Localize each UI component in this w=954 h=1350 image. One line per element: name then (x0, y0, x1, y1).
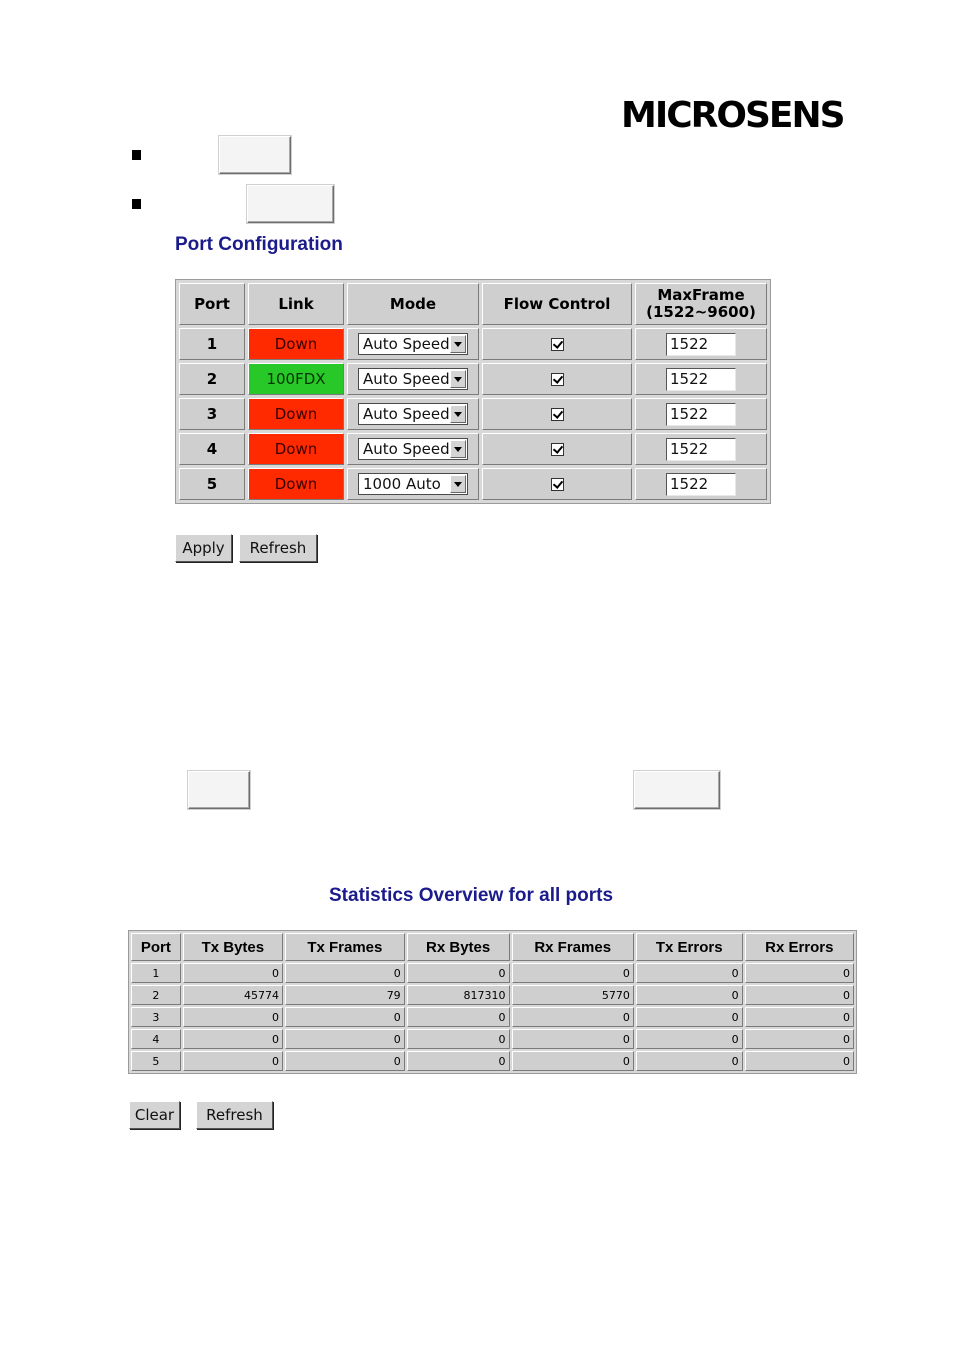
maxframe-cell (635, 468, 767, 500)
port-config-title: Port Configuration (175, 234, 343, 255)
flow-control-cell (482, 433, 632, 465)
stats-cell-tx-bytes: 0 (183, 1029, 283, 1049)
maxframe-input[interactable]: 1522 (666, 333, 736, 356)
port-number: 2 (179, 363, 245, 395)
stats-cell-rx-bytes: 0 (407, 1007, 510, 1027)
stats-header-port: Port (131, 933, 181, 961)
stats-cell-rx-frames: 5770 (512, 985, 634, 1005)
stats-cell-tx-bytes: 0 (183, 1051, 283, 1071)
maxframe-header-line1: MaxFrame (657, 286, 745, 304)
link-status: Down (248, 433, 344, 465)
stats-cell-tx-errors: 0 (636, 1007, 743, 1027)
mode-select-value: 1000 Auto (363, 475, 441, 493)
flow-control-checkbox[interactable] (551, 408, 564, 421)
table-row (131, 963, 854, 983)
mode-select[interactable] (358, 438, 468, 460)
port-config-refresh-button[interactable]: Refresh (239, 534, 317, 562)
blank-button-3[interactable] (188, 771, 250, 809)
stats-header-tx-bytes: Tx Bytes (183, 933, 283, 961)
stats-cell-tx-errors: 0 (636, 1051, 743, 1071)
statistics-title: Statistics Overview for all ports (329, 885, 614, 906)
chevron-down-icon[interactable] (450, 475, 466, 493)
flow-control-cell (482, 398, 632, 430)
blank-button-4[interactable] (634, 771, 720, 809)
stats-cell-tx-bytes: 0 (183, 963, 283, 983)
statistics-table (128, 930, 857, 1074)
apply-button[interactable]: Apply (175, 534, 232, 562)
stats-cell-rx-frames: 0 (512, 1029, 634, 1049)
mode-select[interactable] (358, 333, 468, 355)
bullet-1 (132, 150, 141, 160)
mode-select-value: Auto Speed (363, 335, 450, 353)
stats-cell-rx-bytes: 0 (407, 963, 510, 983)
statistics-refresh-button[interactable]: Refresh (196, 1101, 273, 1129)
blank-button-2[interactable] (247, 185, 334, 223)
stats-cell-rx-errors: 0 (745, 1029, 854, 1049)
flow-control-cell (482, 328, 632, 360)
stats-cell-port: 5 (131, 1051, 181, 1071)
maxframe-header-line2: (1522~9600) (646, 303, 756, 321)
chevron-down-icon[interactable] (450, 370, 466, 388)
maxframe-cell (635, 328, 767, 360)
stats-cell-port: 3 (131, 1007, 181, 1027)
flow-control-checkbox[interactable] (551, 338, 564, 351)
stats-header-rx-frames: Rx Frames (512, 933, 634, 961)
flow-control-checkbox[interactable] (551, 373, 564, 386)
stats-cell-tx-frames: 79 (285, 985, 405, 1005)
stats-cell-port: 2 (131, 985, 181, 1005)
flow-control-cell (482, 468, 632, 500)
mode-cell (347, 468, 479, 500)
stats-cell-rx-errors: 0 (745, 1007, 854, 1027)
link-status: 100FDX (248, 363, 344, 395)
stats-cell-rx-frames: 0 (512, 1051, 634, 1071)
chevron-down-icon[interactable] (450, 405, 466, 423)
mode-select[interactable] (358, 368, 468, 390)
maxframe-cell (635, 433, 767, 465)
stats-cell-tx-frames: 0 (285, 1029, 405, 1049)
mode-cell (347, 363, 479, 395)
maxframe-input[interactable]: 1522 (666, 438, 736, 461)
mode-cell (347, 328, 479, 360)
chevron-down-icon[interactable] (450, 440, 466, 458)
port-number: 4 (179, 433, 245, 465)
flow-control-cell (482, 363, 632, 395)
stats-cell-port: 1 (131, 963, 181, 983)
mode-select[interactable] (358, 473, 468, 495)
table-row (131, 1007, 854, 1027)
stats-cell-tx-frames: 0 (285, 1007, 405, 1027)
stats-cell-tx-errors: 0 (636, 963, 743, 983)
table-row (131, 985, 854, 1005)
stats-cell-rx-errors: 0 (745, 1051, 854, 1071)
stats-cell-rx-bytes: 817310 (407, 985, 510, 1005)
stats-header-rx-errors: Rx Errors (745, 933, 854, 961)
col-mode-header: Mode (347, 283, 479, 325)
stats-cell-tx-errors: 0 (636, 1029, 743, 1049)
stats-header-tx-errors: Tx Errors (636, 933, 743, 961)
mode-cell (347, 398, 479, 430)
stats-cell-rx-frames: 0 (512, 1007, 634, 1027)
stats-cell-tx-frames: 0 (285, 1051, 405, 1071)
mode-select-value: Auto Speed (363, 370, 450, 388)
statistics-header-row (131, 933, 854, 961)
maxframe-input[interactable]: 1522 (666, 403, 736, 426)
stats-header-tx-frames: Tx Frames (285, 933, 405, 961)
port-config-row (179, 398, 767, 430)
link-status: Down (248, 468, 344, 500)
stats-cell-tx-errors: 0 (636, 985, 743, 1005)
col-link-header: Link (248, 283, 344, 325)
table-row (131, 1051, 854, 1071)
port-config-header-row (179, 283, 767, 325)
maxframe-cell (635, 363, 767, 395)
chevron-down-icon[interactable] (450, 335, 466, 353)
port-config-row (179, 363, 767, 395)
stats-header-rx-bytes: Rx Bytes (407, 933, 510, 961)
table-row (131, 1029, 854, 1049)
blank-button-1[interactable] (219, 136, 291, 174)
stats-cell-tx-bytes: 45774 (183, 985, 283, 1005)
port-number: 5 (179, 468, 245, 500)
mode-select-value: Auto Speed (363, 440, 450, 458)
link-status: Down (248, 328, 344, 360)
port-config-row (179, 468, 767, 500)
maxframe-input[interactable]: 1522 (666, 473, 736, 496)
mode-cell (347, 433, 479, 465)
flow-control-checkbox[interactable] (551, 443, 564, 456)
port-number: 1 (179, 328, 245, 360)
mode-select[interactable] (358, 403, 468, 425)
port-number: 3 (179, 398, 245, 430)
port-config-row (179, 328, 767, 360)
maxframe-cell (635, 398, 767, 430)
col-maxframe-header (635, 283, 767, 325)
link-status: Down (248, 398, 344, 430)
clear-button[interactable]: Clear (129, 1101, 180, 1129)
stats-cell-rx-errors: 0 (745, 985, 854, 1005)
stats-cell-rx-errors: 0 (745, 963, 854, 983)
col-flow-control-header: Flow Control (482, 283, 632, 325)
microsens-logo: MICROSENS (621, 95, 844, 136)
col-port-header: Port (179, 283, 245, 325)
flow-control-checkbox[interactable] (551, 478, 564, 491)
stats-cell-rx-bytes: 0 (407, 1051, 510, 1071)
bullet-2 (132, 199, 141, 209)
mode-select-value: Auto Speed (363, 405, 450, 423)
stats-cell-rx-bytes: 0 (407, 1029, 510, 1049)
port-config-row (179, 433, 767, 465)
stats-cell-rx-frames: 0 (512, 963, 634, 983)
stats-cell-port: 4 (131, 1029, 181, 1049)
maxframe-input[interactable]: 1522 (666, 368, 736, 391)
stats-cell-tx-bytes: 0 (183, 1007, 283, 1027)
stats-cell-tx-frames: 0 (285, 963, 405, 983)
port-config-table (175, 279, 771, 504)
